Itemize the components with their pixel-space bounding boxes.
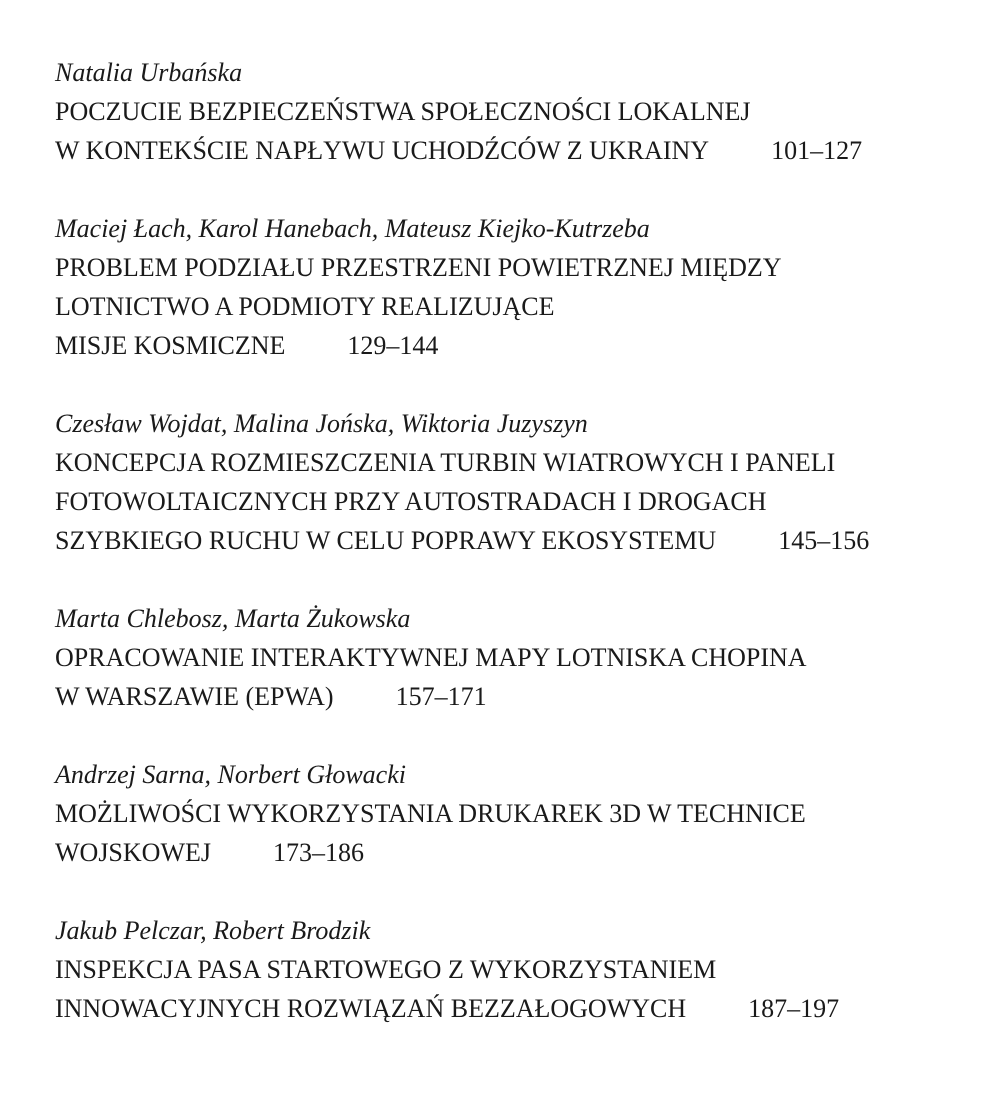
entry-title-line bbox=[55, 131, 988, 170]
entry-title-text: W WARSZAWIE (EPWA) bbox=[55, 682, 334, 711]
toc-entry bbox=[55, 599, 988, 716]
entry-title-line bbox=[55, 989, 988, 1028]
entry-title-line bbox=[55, 638, 988, 677]
entry-title-line bbox=[55, 677, 988, 716]
entry-title-line bbox=[55, 794, 988, 833]
entry-title-text: W KONTEKŚCIE NAPŁYWU UCHODŹCÓW Z UKRAINY bbox=[55, 136, 710, 165]
entry-authors: Andrzej Sarna, Norbert Głowacki bbox=[55, 760, 406, 789]
entry-pages: 157–171 bbox=[395, 682, 487, 711]
entry-title-line bbox=[55, 833, 988, 872]
entry-pages: 187–197 bbox=[748, 994, 840, 1023]
entry-title-text: POCZUCIE BEZPIECZEŃSTWA SPOŁECZNOŚCI LOKALNEJ bbox=[55, 97, 751, 126]
entry-pages: 145–156 bbox=[778, 526, 870, 555]
table-of-contents bbox=[55, 53, 988, 1067]
toc-entry bbox=[55, 53, 988, 170]
entry-title-line bbox=[55, 287, 988, 326]
entry-title-line bbox=[55, 326, 988, 365]
entry-authors: Maciej Łach, Karol Hanebach, Mateusz Kiejko-Kutrzeba bbox=[55, 214, 650, 243]
entry-authors: Jakub Pelczar, Robert Brodzik bbox=[55, 916, 371, 945]
entry-authors: Marta Chlebosz, Marta Żukowska bbox=[55, 604, 411, 633]
entry-pages: 101–127 bbox=[771, 136, 863, 165]
entry-title-text: LOTNICTWO A PODMIOTY REALIZUJĄCE bbox=[55, 292, 555, 321]
entry-title-text: KONCEPCJA ROZMIESZCZENIA TURBIN WIATROWYCH I PANELI bbox=[55, 448, 836, 477]
entry-title-text: PROBLEM PODZIAŁU PRZESTRZENI POWIETRZNEJ MIĘDZY bbox=[55, 253, 782, 282]
entry-title-text: MISJE KOSMICZNE bbox=[55, 331, 286, 360]
entry-authors: Natalia Urbańska bbox=[55, 58, 243, 87]
entry-title-line bbox=[55, 248, 988, 287]
entry-title-line bbox=[55, 521, 988, 560]
entry-authors: Czesław Wojdat, Malina Jońska, Wiktoria Juzyszyn bbox=[55, 409, 588, 438]
entry-title-line bbox=[55, 950, 988, 989]
toc-entry bbox=[55, 911, 988, 1028]
entry-title-line bbox=[55, 482, 988, 521]
entry-title-text: INSPEKCJA PASA STARTOWEGO Z WYKORZYSTANIEM bbox=[55, 955, 717, 984]
entry-title-line bbox=[55, 443, 988, 482]
entry-title-text: FOTOWOLTAICZNYCH PRZY AUTOSTRADACH I DROGACH bbox=[55, 487, 767, 516]
toc-entry bbox=[55, 755, 988, 872]
entry-title-text: INNOWACYJNYCH ROZWIĄZAŃ BEZZAŁOGOWYCH bbox=[55, 994, 687, 1023]
entry-title-line bbox=[55, 92, 988, 131]
entry-title-text: OPRACOWANIE INTERAKTYWNEJ MAPY LOTNISKA CHOPINA bbox=[55, 643, 807, 672]
entry-pages: 173–186 bbox=[273, 838, 364, 867]
toc-entry bbox=[55, 404, 988, 560]
toc-entry bbox=[55, 209, 988, 365]
entry-title-text: MOŻLIWOŚCI WYKORZYSTANIA DRUKAREK 3D W TECHNICE bbox=[55, 799, 806, 828]
entry-title-text: WOJSKOWEJ bbox=[55, 838, 211, 867]
entry-title-text: SZYBKIEGO RUCHU W CELU POPRAWY EKOSYSTEMU bbox=[55, 526, 717, 555]
entry-pages: 129–144 bbox=[347, 331, 439, 360]
